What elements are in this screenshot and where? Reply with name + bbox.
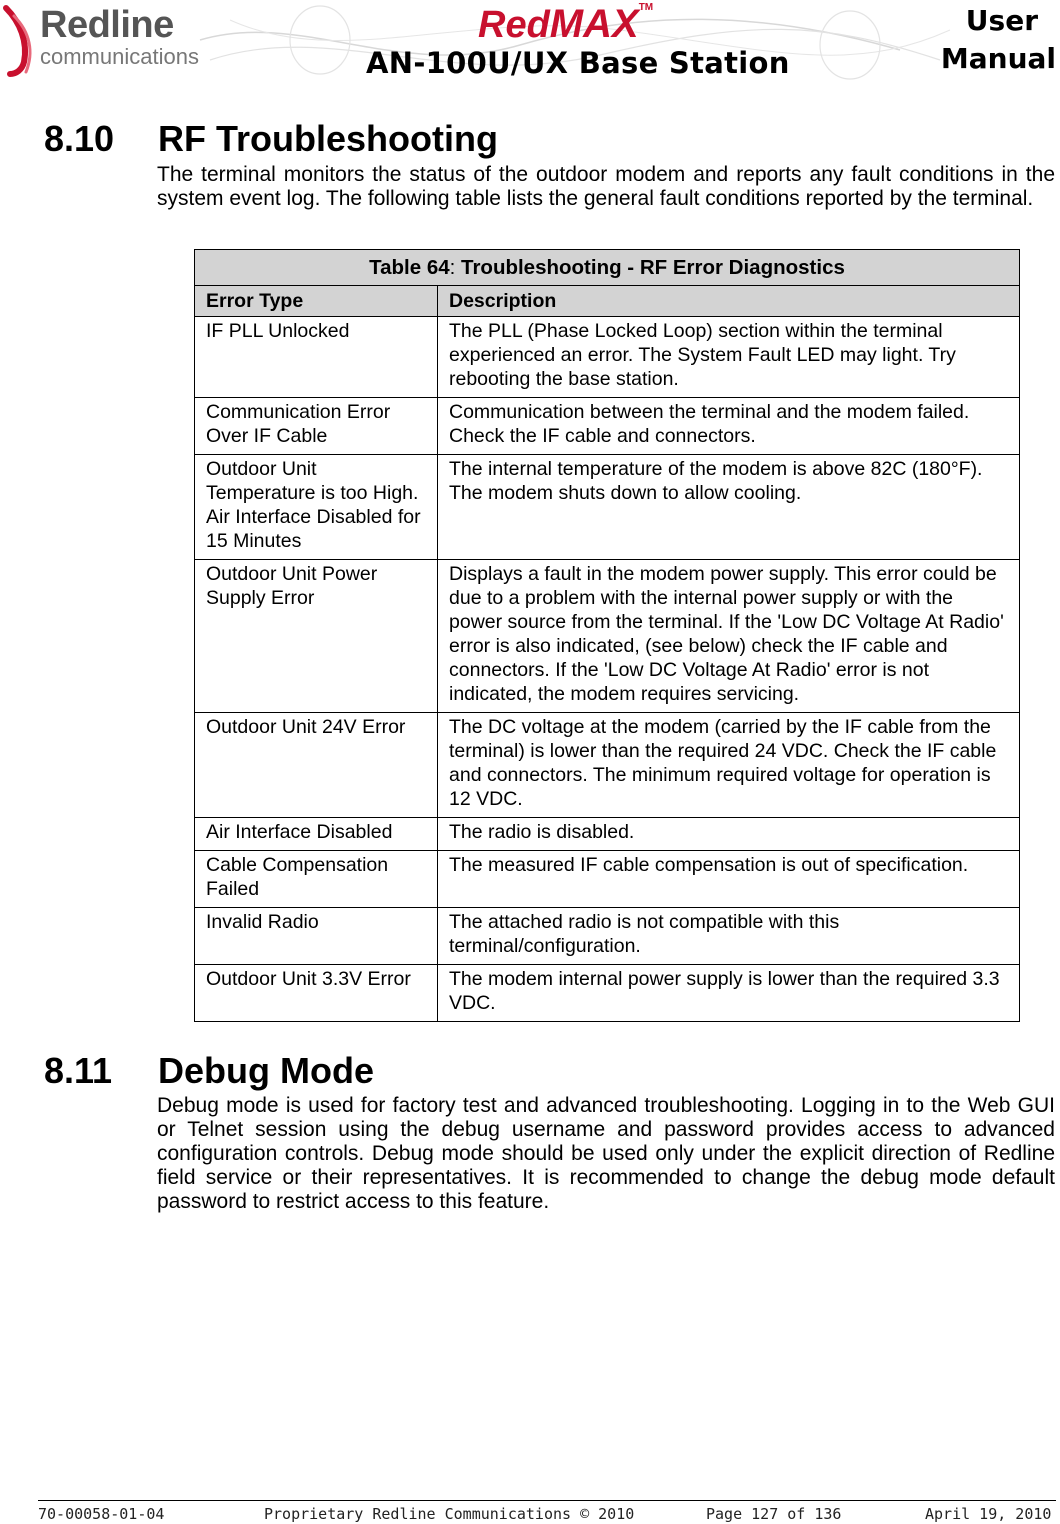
footer-rule (38, 1500, 1056, 1501)
table-row (195, 908, 1020, 965)
brand-tm: TM (638, 2, 654, 13)
product-name: AN-100U/UX Base Station (366, 46, 790, 80)
error-type-cell: Outdoor Unit Temperature is too High. Air Interface Disabled for 15 Minutes (195, 455, 438, 560)
description-cell: The attached radio is not compatible with this terminal/configuration. (438, 908, 1020, 965)
logo-wordmark: Redline (40, 4, 174, 46)
manual-label-line1: User (965, 4, 1038, 37)
table-row (195, 713, 1020, 818)
error-type-cell: Air Interface Disabled (195, 818, 438, 851)
table-row (195, 818, 1020, 851)
section-number: 8.10 (44, 118, 115, 159)
redmax-brand (478, 2, 653, 47)
table-caption-title: Troubleshooting - RF Error Diagnostics (461, 256, 845, 279)
error-type-cell: Communication Error Over IF Cable (195, 398, 438, 455)
error-type-cell: Outdoor Unit Power Supply Error (195, 560, 438, 713)
brand-max: MAX (549, 2, 639, 46)
brand-red: Red (478, 4, 550, 46)
footer-doc-id: 70-00058-01-04 (38, 1505, 165, 1523)
description-cell: The PLL (Phase Locked Loop) section within the terminal experienced an error. The System Fault LED may light. Try rebooting the base station. (438, 317, 1020, 398)
error-type-cell: Outdoor Unit 24V Error (195, 713, 438, 818)
error-type-cell: Invalid Radio (195, 908, 438, 965)
redline-swoosh-icon (0, 2, 40, 80)
table-row (195, 560, 1020, 713)
error-type-cell: IF PLL Unlocked (195, 317, 438, 398)
footer-copyright: Proprietary Redline Communications © 2010 (264, 1505, 635, 1523)
column-header-description: Description (438, 286, 1020, 317)
table-row (195, 965, 1020, 1022)
table-row (195, 398, 1020, 455)
page-header (0, 0, 1060, 90)
description-cell: The DC voltage at the modem (carried by the IF cable from the terminal) is lower than the required 24 VDC. Check the IF cable and connectors. The minimum required voltage for operation is 12 VDC. (438, 713, 1020, 818)
table-row (195, 851, 1020, 908)
footer-date: April 19, 2010 (925, 1505, 1052, 1523)
manual-label-line2: Manual (940, 42, 1056, 75)
table-caption (195, 250, 1020, 286)
footer-page-number: Page 127 of 136 (706, 1505, 842, 1523)
description-cell: Displays a fault in the modem power supply. This error could be due to a problem with the internal power supply or with the power source from the terminal. If the 'Low DC Voltage At Radio' error is also indicated, (see below) check the IF cable and connectors. If the 'Low DC Voltage At Radio' error is not indicated, the modem requires servicing. (438, 560, 1020, 713)
description-cell: The modem internal power supply is lower than the required 3.3 VDC. (438, 965, 1020, 1022)
logo-subtitle: communications (40, 44, 199, 69)
table-caption-separator: : (449, 256, 462, 279)
section-heading-rf-troubleshooting (44, 118, 498, 160)
table-caption-number: Table 64 (369, 256, 450, 279)
description-cell: The internal temperature of the modem is above 82C (180°F). The modem shuts down to allow cooling. (438, 455, 1020, 560)
description-cell: Communication between the terminal and the modem failed. Check the IF cable and connectors. (438, 398, 1020, 455)
section-intro-paragraph: The terminal monitors the status of the outdoor modem and reports any fault conditions in the system event log. The following table lists the general fault conditions reported by the terminal. (157, 163, 1055, 210)
rf-error-diagnostics-table (194, 249, 1020, 1022)
description-cell: The radio is disabled. (438, 818, 1020, 851)
section-number: 8.11 (44, 1050, 113, 1091)
section-heading-debug-mode (44, 1050, 374, 1092)
section-title: Debug Mode (158, 1050, 374, 1091)
description-cell: The measured IF cable compensation is out of specification. (438, 851, 1020, 908)
error-type-cell: Cable Compensation Failed (195, 851, 438, 908)
debug-mode-paragraph: Debug mode is used for factory test and advanced troubleshooting. Logging in to the Web GUI or Telnet session using the debug username and password provides access to advanced configuration controls. Debug mode should be used only under the explicit direction of Redline field service or their representatives. It is recommended to change the debug mode default password to restrict access to this feature. (157, 1094, 1055, 1213)
table-row (195, 317, 1020, 398)
redline-logo (0, 2, 210, 80)
column-header-error-type: Error Type (195, 286, 438, 317)
table-row (195, 455, 1020, 560)
section-title: RF Troubleshooting (158, 118, 498, 159)
error-type-cell: Outdoor Unit 3.3V Error (195, 965, 438, 1022)
